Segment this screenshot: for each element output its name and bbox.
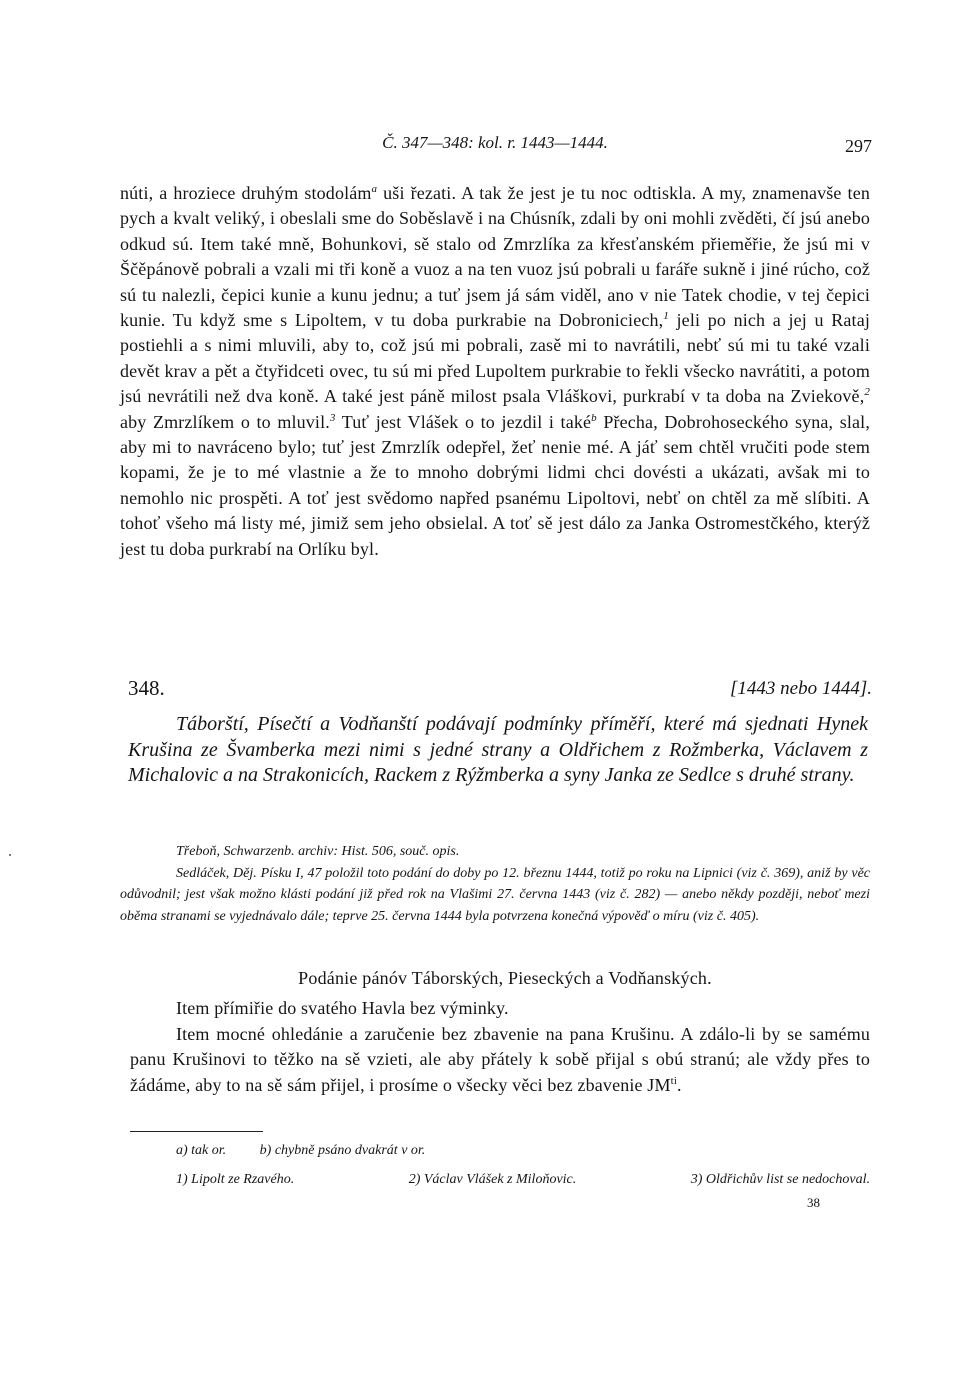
continued-paragraph <box>120 181 870 562</box>
footnote-ref-b: b <box>591 411 597 424</box>
footnote-ref-2: 2 <box>864 386 870 399</box>
document-body <box>130 996 870 1098</box>
running-head-title: Č. 347—348: kol. r. 1443—1444. <box>382 133 608 152</box>
running-head <box>118 130 872 156</box>
footnote-ref-3: 3 <box>329 411 336 424</box>
document-date: [1443 nebo 1444]. <box>730 678 872 699</box>
footnote-divider <box>130 1131 263 1132</box>
text-run: uši řezati. A tak že jest je tu noc odtiskla. A my, znamenavše ten pych a kvalt veliký, i obeslali sme do Soběslavě i na Chúsník, zdali by oni mohli zvěděti, čí jsú anebo odkud sú. Item také mně, Bohunkovi, sě stalo od Zmrzlíka za křesťanském přieměřie, že jsú mi v Ščěpánově pobrali a vzali mi tři koně a vuoz a na ten vuoz jsú pobrali u faráře sukně i jiné rúcho, což sú tu nalezli, čepici kunie a kunu jednu; a tuť jsem já sám viděl, ano v nie Tatek chodie, v tej čepici kunie. Tu když sme s Lipoltem, v tu doba purkrabie na Dobroniciech, <box>120 183 870 331</box>
abbreviation-sup: ti <box>670 1074 678 1087</box>
text-run: Tuť jest Vlášek o to jezdil i také <box>335 411 592 432</box>
scan-speck <box>9 854 11 856</box>
text-run: . <box>677 1074 682 1095</box>
footnote-a: a) tak or. <box>176 1143 227 1158</box>
document-number: 348. <box>128 676 165 700</box>
text-run: Přecha, Dobrohoseckého syna, slal, aby mi to navráceno bylo; tuť jest Zmrzlík odepřel, žeť nenie mé. A jáť sem chtěl vručiti pode stem kopami, že je to mé vlastnie a že to mnoho dobrými lidmi chci dovésti a ukázati, avšak mi to nemohlo nic prospěti. A toť jest svědomo napřed psanému Lipoltovi, nebť on chtěl za mě slíbiti. A tohoť všeho má listy mé, jimiž sem jeho obsielal. A toť sě jest dálo za Janka Ostromestčkého, kterýž jest tu doba purkrabí na Orlíku byl. <box>120 411 870 559</box>
document-header <box>120 676 872 704</box>
page-number: 297 <box>845 136 872 156</box>
document-subtitle: Podánie pánóv Táborských, Pieseckých a Vodňanských. <box>298 968 712 988</box>
body-paragraph <box>130 1022 870 1099</box>
sheet-signature: 38 <box>807 1195 820 1210</box>
source-apparatus <box>120 841 870 927</box>
body-paragraph: Item přímiřie do svatého Havla bez výminky. <box>176 998 509 1018</box>
footnote-3: 3) Oldřichův list se nedochoval. <box>690 1172 870 1187</box>
text-run: Item mocné ohledánie a zaručenie bez zbavenie na pana Krušinu. A zdálo-li by se samému panu Krušinovi to těžko na sě vzieti, ale aby přátely k sobě přijal s obú stranú; ale vždy přes to žádáme, aby to na sě sám přijel, i prosíme o všecky věci bez zbavenie JM <box>130 1023 870 1095</box>
footnote-ref-1: 1 <box>663 310 669 323</box>
footnote-ref-a: a <box>371 183 378 195</box>
source-archive: Třeboň, Schwarzenb. archiv: Hist. 506, souč. opis. <box>176 844 460 859</box>
footnotes-numbers <box>176 1172 870 1188</box>
text-run: núti, a hroziece druhým stodolám <box>120 183 372 203</box>
footnote-2: 2) Václav Vlášek z Miloňovic. <box>408 1172 577 1187</box>
text-run: aby Zmrzlíkem o to mluvil. <box>120 411 330 432</box>
document-regest <box>128 712 868 789</box>
footnotes-letters <box>176 1143 870 1159</box>
source-note: Sedláček, Děj. Písku I, 47 položil toto podání do doby po 12. březnu 1444, totiž po roku na Lipnici (viz č. 369), aniž by věc odůvodnil; jest však možno klásti podání již před rok na Vlašimi 27. června 1443 (viz č. 282) — anebo někdy později, neboť mezi oběma stranami se vyjednávalo dále; teprve 25. června 1444 byla potvrzena konečná výpověď o míru (viz č. 405). <box>120 865 870 924</box>
footnote-1: 1) Lipolt ze Rzavého. <box>176 1172 295 1187</box>
footnote-b: b) chybně psáno dvakrát v or. <box>259 1143 426 1158</box>
continued-text <box>120 181 870 562</box>
regest-text: Táborští, Písečtí a Vodňanští podávají podmínky příměří, které má sjednati Hynek Krušina ze Švamberka mezi nimi s jedné strany a Oldřichem z Rožmberka, Václavem z Michalovic a na Strakonicích, Rackem z Rýžmberka a syny Janka ze Sedlce s druhé strany. <box>128 713 868 787</box>
text-run: jeli po nich a jej u Rataj postiehli a s nimi mluvili, aby to, což jsú mi pobrali, zasě mi to navrátili, nebť sú mi tu také vzali devět krav a pět a čtyřidceti ovec, tu sú mi před Lupoltem purkrabie to řekli všecko navrátiti, a potom jsú nevrátili než dva koně. A také jest páně milost psala Vláškovi, purkrabí v ta doba na Zviekově, <box>120 310 870 407</box>
